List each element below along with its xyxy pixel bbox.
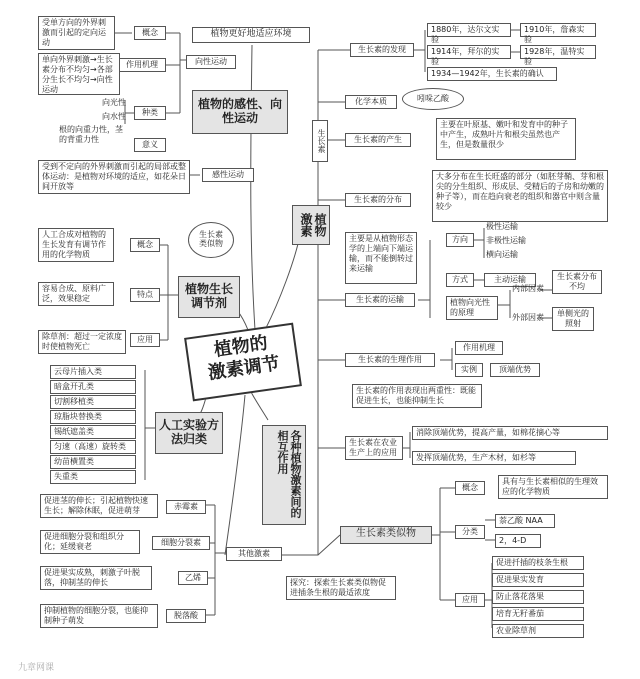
regulator-main: 植物生长调节剂 [178,276,240,318]
analog-concept-text: 具有与生长素相似的生理效应的化学物质 [498,475,608,499]
tropism-mechanism: 作用机理 [118,58,166,72]
method-2: 暗盒开孔类 [50,380,136,394]
history-5: 1934—1942年，生长素的确认 [427,67,557,81]
auxin-distribution: 生长素的分布 [345,193,411,207]
regulator-concept-text: 人工合成对植物的生长发育有调节作用的化学物质 [38,228,114,262]
unilateral-light: 单侧光的照射 [552,307,594,331]
plant-hormones-box: 植物激素 [292,205,330,245]
analog-apply-4: 培育无籽番茄 [492,607,584,621]
tropism-meaning: 意义 [134,138,166,152]
direction-3: 横向运输 [486,250,518,259]
method-8: 失重类 [50,470,136,484]
analog-class: 分类 [455,525,485,539]
tropism-type-3: 根的向重力性，茎的背重力性 [56,124,126,148]
method-7: 幼苗横置类 [50,455,136,469]
active-transport: 主动运输 [484,273,536,287]
auxin-agri: 生长素在农业生产上的应用 [345,436,403,460]
analog-naa: 萘乙酸 NAA [495,514,555,528]
analog-concept: 概念 [455,481,485,495]
external-factor: 外部因素 [512,313,544,322]
auxin-chemical: 化学本质 [345,95,397,109]
apical-dominance: 顶端优势 [490,363,540,377]
analog-inquiry: 探究：探索生长素类似物促进插条生根的最适浓度 [286,576,396,600]
analog-apply-2: 促进果实发育 [492,573,584,587]
transport-text: 主要是从植物形态学的上端向下端运输，而不能倒转过来运输 [345,232,417,284]
analog-bubble: 生长素类似物 [188,222,234,258]
direction-2: 非极性运输 [486,236,526,245]
physio-example: 实例 [455,363,483,377]
internal-factor: 内部因素 [512,284,544,293]
adapt-env-box: 植物更好地适应环境 [192,27,310,43]
gibberellin-text: 促进茎的伸长；引起植物快速生长；解除休眠，促进萌芽 [40,494,158,518]
agri-1: 消除顶端优势，提高产量，如棉花摘心等 [412,426,608,440]
analog-apply: 应用 [455,593,485,607]
analog-main: 生长素类似物 [340,526,432,544]
regulator-apply-text: 除草剂：超过一定浓度时使植物死亡 [38,330,126,354]
tropic-motion-box: 向性运动 [186,55,236,69]
iaa-bubble: 吲哚乙酸 [402,88,464,110]
nastic-box: 感性运动 [202,168,254,182]
auxin-production: 生长素的产生 [345,133,411,147]
regulator-apply: 应用 [130,333,160,347]
tropism-types: 种类 [134,106,166,120]
regulator-concept: 概念 [130,238,160,252]
gibberellin: 赤霉素 [166,500,206,514]
auxin-physio: 生长素的生理作用 [345,353,435,367]
ethylene-text: 促进果实成熟，刺激子叶脱落，抑制茎的伸长 [40,566,152,590]
analog-apply-3: 防止落花落果 [492,590,584,604]
tropism-type-1: 向光性 [102,98,126,107]
transport-mode: 方式 [446,273,474,287]
nastic-text: 受到不定向的外界刺激而引起的局部或整体运动：是植物对环境的适应，如花朵日间开放等 [38,160,190,194]
history-2: 1910年，詹森实验 [520,23,596,37]
tropism-concept: 概念 [134,26,166,40]
method-5: 锡纸遮盖类 [50,425,136,439]
analog-24d: 2，4-D [495,534,541,548]
methods-main: 人工实验方法归类 [155,412,223,454]
history-3: 1914年，拜尔的实验 [427,45,511,59]
tropism-main: 植物的感性、向性运动 [192,90,288,134]
transport-direction: 方向 [446,233,474,247]
cytokinin-text: 促进细胞分裂和组织分化；延缓衰老 [40,530,140,554]
method-3: 切割移植类 [50,395,136,409]
cytokinin: 细胞分裂素 [152,536,210,550]
method-4: 琼脂块替换类 [50,410,136,424]
center-title-line1: 植物的 [212,332,270,361]
method-6: 匀速（高速）旋转类 [50,440,136,454]
history-4: 1928年，温特实验 [520,45,596,59]
dual-effect: 生长素的作用表现出两重性：既能促进生长，也能抑制生长 [352,384,482,408]
abscisic: 脱落酸 [166,609,206,623]
other-main: 其他激素 [226,547,282,561]
ethylene: 乙烯 [178,571,208,585]
watermark: 九章网课 [18,663,55,673]
phototropism-box: 植物向光性的原理 [446,296,498,320]
abscisic-text: 抑制植物的细胞分裂，也能抑制种子萌发 [40,604,158,628]
interaction-box: 各种植物激素间的相互作用 [262,425,306,525]
regulator-feature: 特点 [130,288,160,302]
regulator-feature-text: 容易合成、原料广泛，效果稳定 [38,282,114,306]
direction-1: 极性运输 [486,222,518,231]
tropism-type-2: 向水性 [102,112,126,121]
auxin-discovery: 生长素的发现 [350,43,414,57]
analog-apply-5: 农业除草剂 [492,624,584,638]
method-1: 云母片插入类 [50,365,136,379]
uneven-distribution: 生长素分布不均 [552,270,602,294]
auxin-vertical-label: 生长素 [312,120,328,162]
production-text: 主要在叶原基、嫩叶和发育中的种子中产生，成熟叶片和根尖虽然也产生，但是数量很少 [436,118,576,160]
agri-2: 发挥顶端优势，生产木材，如杉等 [412,451,576,465]
center-title-line2: 激素调节 [206,353,282,384]
distribution-text: 大多分布在生长旺盛的部分（如胚芽鞘、芽和根尖的分生组织、形成层、受精后的子房和幼嫩的种子等），而在趋向衰老的组织和器官中则含量较少 [432,170,608,222]
analog-apply-1: 促进扦插的枝条生根 [492,556,584,570]
tropism-concept-text: 受单方向的外界刺激而引起的定向运动 [38,16,115,50]
tropism-mechanism-text: 单向外界刺激→生长素分布不均匀→各部分生长不均匀→向性运动 [38,53,120,95]
history-1: 1880年，达尔文实验 [427,23,511,37]
auxin-transport: 生长素的运输 [345,293,415,307]
physio-mech: 作用机理 [455,341,503,355]
